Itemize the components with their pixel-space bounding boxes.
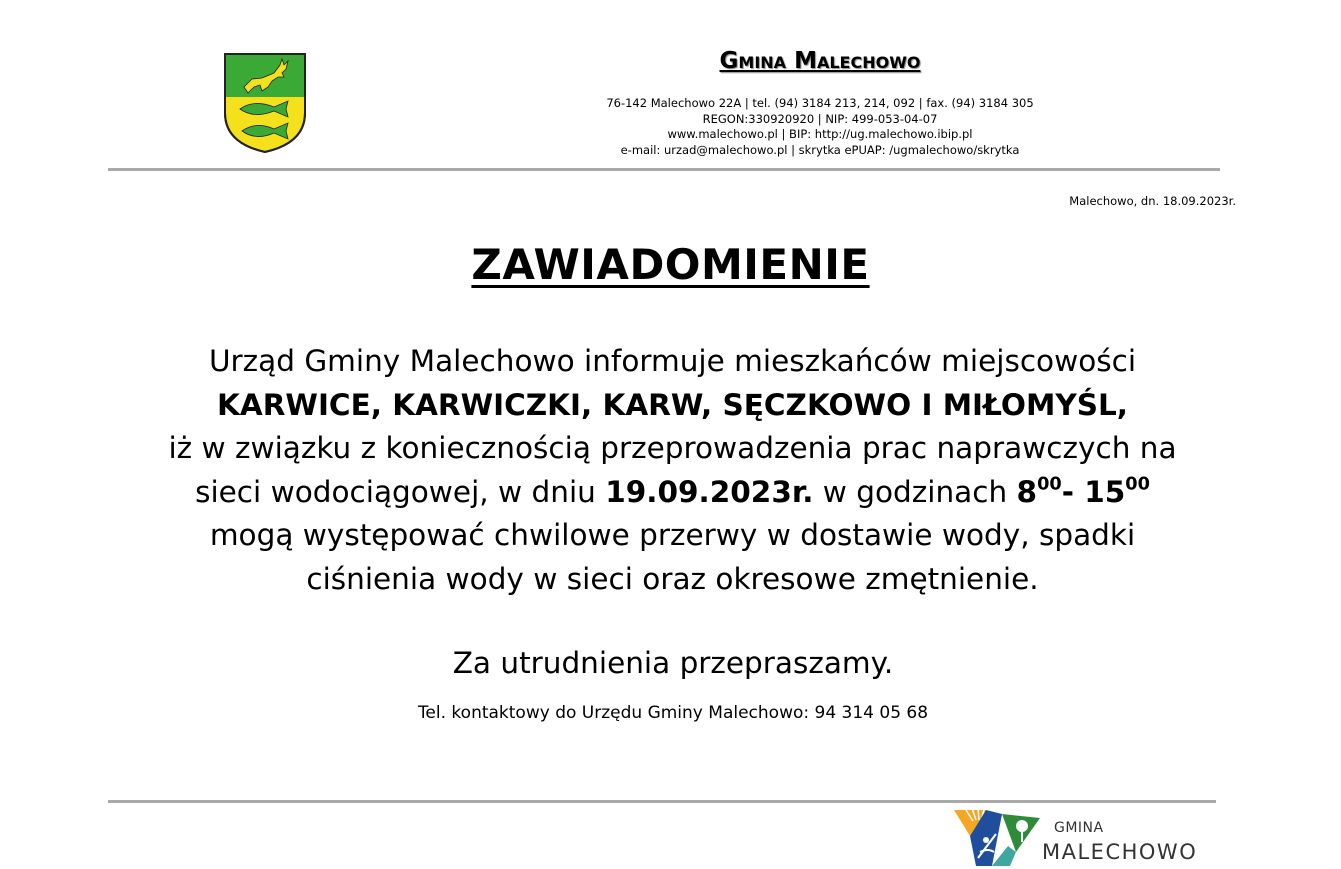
header-divider: [108, 168, 1220, 171]
notice-title: ZAWIADOMIENIE: [471, 240, 870, 289]
header-title: Gmina Malechowo: [719, 48, 921, 74]
contact-phone: Tel. kontaktowy do Urzędu Gminy Malechowo: 94 314 05 68: [417, 703, 929, 723]
notice-localities: KARWICE, KARWICZKI, KARW, SĘCZKOWO I MIŁOMYŚL,: [217, 387, 1128, 422]
footer-logo-big-text: MALECHOWO: [1042, 840, 1198, 864]
address-line: REGON:330920920 | NIP: 499-053-04-07: [702, 111, 938, 126]
address-line: e-mail: urzad@malechowo.pl | skrytka ePUAP: /ugmalechowo/skrytka: [620, 142, 1020, 157]
hour-end: 15: [1084, 474, 1126, 509]
hour-separator: -: [1061, 474, 1085, 509]
footer-divider: [108, 800, 1216, 803]
gmina-logo-icon: [952, 806, 1044, 869]
notice-text: sieci wodociągowej, w dniu: [195, 474, 606, 509]
address-line: www.malechowo.pl | BIP: http://ug.malechowo.ibip.pl: [667, 127, 973, 141]
apology-text: Za utrudnienia przepraszamy.: [452, 646, 894, 680]
notice-line: mogą występować chwilowe przerwy w dostawie wody, spadki: [209, 518, 1136, 552]
address-line: 76-142 Malechowo 22A | tel. (94) 3184 213, 214, 092 | fax. (94) 3184 305: [606, 96, 1034, 110]
notice-text: w godzinach: [813, 474, 1017, 509]
header-address: [520, 96, 1120, 158]
notice-line: iż w związku z koniecznością przeprowadzenia prac naprawczych na: [168, 431, 1177, 465]
notice-date: 19.09.2023r.: [605, 474, 814, 509]
notice-hours: [1017, 475, 1150, 509]
hour-end-minutes: 00: [1125, 474, 1150, 495]
hour-start: 8: [1016, 474, 1038, 509]
notice-line: ciśnienia wody w sieci oraz okresowe zmętnienie.: [306, 561, 1039, 596]
document-date: Malechowo, dn. 18.09.2023r.: [1069, 194, 1236, 208]
footer-logo-small-text: GMINA: [1054, 820, 1104, 836]
notice-body: [40, 340, 1305, 601]
hour-start-minutes: 00: [1037, 474, 1062, 495]
notice-line-date: [40, 471, 1305, 515]
coat-of-arms-icon: [222, 51, 308, 155]
notice-line: Urząd Gminy Malechowo informuje mieszkańców miejscowości: [208, 344, 1137, 378]
